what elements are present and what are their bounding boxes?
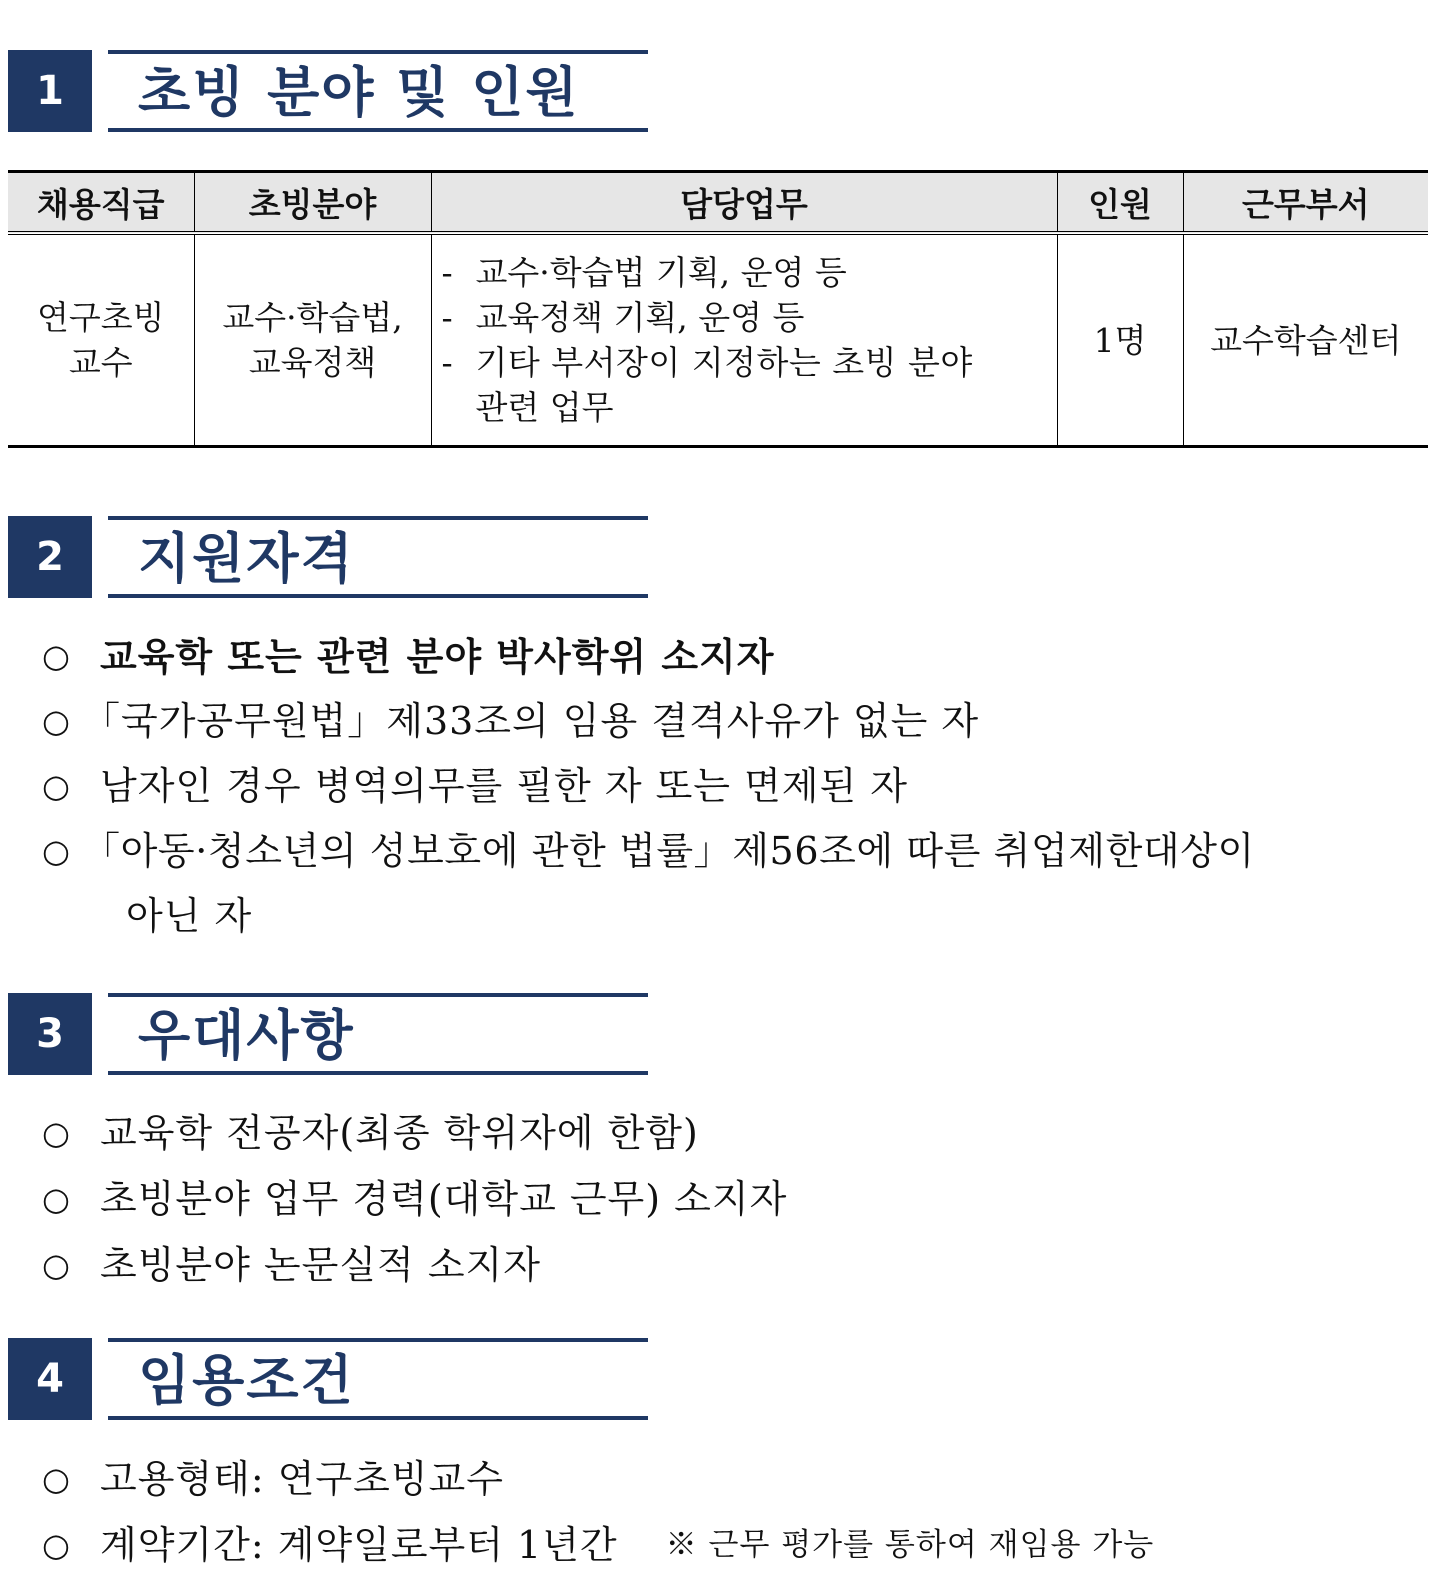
title-rule-top <box>108 1338 648 1342</box>
section-title: 우대사항 <box>138 1004 355 1067</box>
preferences-list <box>42 1100 787 1298</box>
list-item: ○ 교육학 전공자(최종 학위자에 한함) <box>42 1100 787 1166</box>
section-number: 2 <box>8 516 92 598</box>
section-number: 3 <box>8 993 92 1075</box>
section-title-frame <box>108 50 648 132</box>
circle-bullet-icon: ○ <box>42 1526 70 1564</box>
header-dept: 근무부서 <box>1183 172 1428 234</box>
title-rule-top <box>108 516 648 520</box>
circle-bullet-icon: ○ <box>42 637 70 675</box>
section-3-header <box>8 993 648 1075</box>
title-rule-bottom <box>108 1071 648 1075</box>
qualifications-list <box>42 624 1255 949</box>
title-rule-bottom <box>108 1416 648 1420</box>
cell-rank <box>8 233 194 447</box>
cell-dept: 교수학습센터 <box>1183 233 1428 447</box>
table-row <box>8 233 1428 447</box>
section-title: 지원자격 <box>138 527 355 590</box>
list-item: ○ 초빙분야 논문실적 소지자 <box>42 1232 787 1298</box>
section-title: 임용조건 <box>138 1349 355 1412</box>
duty-item: - 기타 부서장이 지정하는 초빙 분야 <box>441 343 973 382</box>
section-number: 1 <box>8 50 92 132</box>
circle-bullet-icon: ○ <box>42 1460 70 1498</box>
duty-item: - 교수·학습법 기획, 운영 등 <box>441 253 847 292</box>
header-rank: 채용직급 <box>8 172 194 234</box>
cell-duties <box>431 233 1057 447</box>
list-item: ○ 남자인 경우 병역의무를 필한 자 또는 면제된 자 <box>42 754 1255 819</box>
section-title-frame <box>108 516 648 598</box>
section-title-frame <box>108 993 648 1075</box>
field-line: 교수·학습법, <box>222 298 403 337</box>
cell-count: 1명 <box>1057 233 1183 447</box>
section-2-header <box>8 516 648 598</box>
title-rule-top <box>108 50 648 54</box>
reappointment-note: ※ 근무 평가를 통하여 재임용 가능 <box>665 1527 1155 1563</box>
duty-item: - 교육정책 기획, 운영 등 <box>441 298 805 337</box>
header-duties: 담당업무 <box>431 172 1057 234</box>
header-field: 초빙분야 <box>194 172 431 234</box>
field-line: 교육정책 <box>248 343 377 382</box>
list-item: ○ 「아동·청소년의 성보호에 관한 법률」제56조에 따른 취업제한대상이 <box>42 819 1255 884</box>
cell-field <box>194 233 431 447</box>
list-item-continued: 아닌 자 <box>126 894 253 938</box>
table-header-row <box>8 172 1428 234</box>
header-count: 인원 <box>1057 172 1183 234</box>
rank-line: 연구초빙 <box>36 298 165 337</box>
title-rule-top <box>108 993 648 997</box>
section-number: 4 <box>8 1338 92 1420</box>
duty-item-continued: 관련 업무 <box>475 388 614 427</box>
title-rule-bottom <box>108 128 648 132</box>
list-item: ○ 계약기간: 계약일로부터 1년간 ※ 근무 평가를 통하여 재임용 가능 <box>42 1512 1154 1578</box>
list-item: ○ 「국가공무원법」제33조의 임용 결격사유가 없는 자 <box>42 689 1255 754</box>
list-item: ○ 교육학 또는 관련 분야 박사학위 소지자 <box>42 624 1255 689</box>
circle-bullet-icon: ○ <box>42 1246 70 1284</box>
rank-line: 교수 <box>68 343 133 382</box>
section-title: 초빙 분야 및 인원 <box>138 61 580 124</box>
title-rule-bottom <box>108 594 648 598</box>
list-item: ○ 초빙분야 업무 경력(대학교 근무) 소지자 <box>42 1166 787 1232</box>
circle-bullet-icon: ○ <box>42 1114 70 1152</box>
circle-bullet-icon: ○ <box>42 767 70 805</box>
section-title-frame <box>108 1338 648 1420</box>
recruitment-table <box>8 170 1428 448</box>
conditions-list <box>42 1446 1154 1578</box>
list-item: ○ 고용형태: 연구초빙교수 <box>42 1446 1154 1512</box>
circle-bullet-icon: ○ <box>42 1180 70 1218</box>
circle-bullet-icon: ○ <box>42 702 70 740</box>
circle-bullet-icon: ○ <box>42 832 70 870</box>
section-1-header <box>8 50 648 132</box>
section-4-header <box>8 1338 648 1420</box>
